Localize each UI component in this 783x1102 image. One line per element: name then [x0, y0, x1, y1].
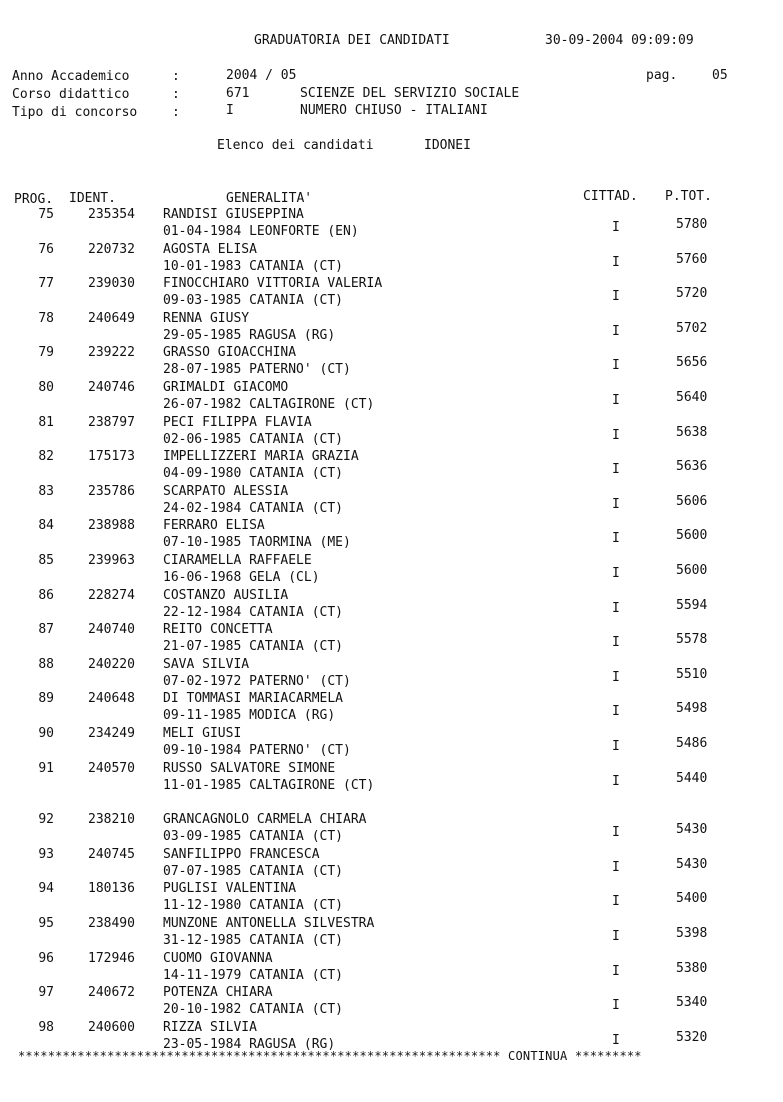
row-prog: 88	[38, 656, 54, 672]
row-ptot: 5600	[676, 563, 708, 578]
row-ptot: 5430	[676, 856, 708, 872]
row-ident: 235786	[88, 483, 135, 499]
column-header-cittad: CITTAD.	[583, 189, 638, 204]
row-cittad: I	[612, 220, 620, 235]
row-ptot: 5720	[676, 286, 708, 302]
row-ident: 220732	[88, 241, 135, 257]
row-ptot: 5656	[676, 355, 708, 371]
table-row	[0, 449, 783, 483]
row-cittad: I	[612, 600, 620, 616]
table-row	[0, 553, 783, 587]
row-ident: 239963	[88, 553, 135, 568]
row-prog: 91	[38, 760, 54, 776]
row-birth: 11-01-1985 CALTAGIRONE (CT)	[163, 777, 375, 793]
page-number: 05	[712, 68, 728, 83]
table-row	[0, 518, 783, 552]
table-row	[0, 812, 783, 846]
footer-stars-right: *********	[574, 1049, 642, 1063]
table-row	[0, 345, 783, 379]
row-cittad: I	[612, 531, 620, 547]
row-cittad: I	[612, 929, 620, 944]
row-birth: 20-10-1982 CATANIA (CT)	[163, 1002, 344, 1018]
row-ptot: 5638	[676, 424, 708, 440]
row-prog: 87	[38, 622, 54, 638]
row-birth: 07-10-1985 TAORMINA (ME)	[163, 535, 351, 551]
row-prog: 81	[38, 414, 54, 430]
row-prog: 75	[38, 207, 54, 222]
row-prog: 94	[38, 881, 54, 897]
list-status: IDONEI	[424, 138, 471, 153]
anno-separator: :	[172, 69, 180, 84]
row-prog: 79	[38, 345, 54, 361]
row-ident: 228274	[88, 587, 135, 603]
row-prog: 82	[38, 449, 54, 465]
row-ident: 180136	[88, 881, 135, 897]
row-cittad: I	[612, 825, 620, 841]
table-row	[0, 311, 783, 345]
row-birth: 04-09-1980 CATANIA (CT)	[163, 466, 344, 482]
row-name: FINOCCHIARO VITTORIA VALERIA	[163, 276, 383, 292]
row-ident: 238988	[88, 518, 135, 534]
row-ident: 240740	[88, 622, 135, 638]
row-name: PECI FILIPPA FLAVIA	[163, 414, 312, 430]
row-cittad: I	[612, 323, 620, 339]
row-prog: 92	[38, 812, 54, 828]
row-name: RANDISI GIUSEPPINA	[163, 207, 304, 222]
row-ident: 238797	[88, 414, 135, 430]
table-row	[0, 985, 783, 1019]
row-prog: 96	[38, 950, 54, 966]
row-name: MUNZONE ANTONELLA SILVESTRA	[163, 916, 375, 931]
row-ptot: 5340	[676, 995, 708, 1011]
row-cittad: I	[612, 358, 620, 374]
row-ident: 240600	[88, 1019, 135, 1035]
row-cittad: I	[612, 427, 620, 443]
row-prog: 80	[38, 380, 54, 395]
row-birth: 02-06-1985 CATANIA (CT)	[163, 431, 344, 447]
row-cittad: I	[612, 254, 620, 270]
row-name: RUSSO SALVATORE SIMONE	[163, 760, 336, 776]
row-prog: 95	[38, 916, 54, 931]
column-header-ident: IDENT.	[69, 191, 116, 206]
column-header-ptot: P.TOT.	[665, 189, 712, 204]
table-row	[0, 726, 783, 760]
row-ident: 234249	[88, 726, 135, 741]
row-name: SANFILIPPO FRANCESCA	[163, 846, 320, 862]
corso-label: Corso didattico	[12, 87, 130, 102]
row-birth: 09-10-1984 PATERNO' (CT)	[163, 743, 351, 758]
row-birth: 16-06-1968 GELA (CL)	[163, 570, 320, 585]
table-row	[0, 847, 783, 881]
row-birth: 07-02-1972 PATERNO' (CT)	[163, 673, 351, 689]
row-birth: 11-12-1980 CATANIA (CT)	[163, 898, 344, 914]
row-name: SAVA SILVIA	[163, 656, 250, 672]
row-name: SCARPATO ALESSIA	[163, 483, 289, 499]
corso-name: SCIENZE DEL SERVIZIO SOCIALE	[300, 86, 520, 101]
tipo-name: NUMERO CHIUSO - ITALIANI	[300, 103, 488, 118]
row-name: REITO CONCETTA	[163, 622, 273, 638]
row-ident: 172946	[88, 950, 135, 966]
row-birth: 14-11-1979 CATANIA (CT)	[163, 967, 344, 983]
row-ptot: 5636	[676, 459, 708, 475]
row-cittad: I	[612, 739, 620, 754]
tipo-label: Tipo di concorso	[12, 105, 138, 120]
row-prog: 78	[38, 310, 54, 326]
row-name: DI TOMMASI MARIACARMELA	[163, 691, 344, 707]
row-ident: 238490	[88, 916, 135, 931]
row-ptot: 5486	[676, 736, 708, 751]
row-birth: 28-07-1985 PATERNO' (CT)	[163, 362, 351, 378]
row-prog: 93	[38, 846, 54, 862]
row-name: MELI GIUSI	[163, 726, 242, 741]
row-cittad: I	[612, 704, 620, 720]
row-ident: 240746	[88, 380, 135, 395]
table-row	[0, 415, 783, 449]
row-birth: 24-02-1984 CATANIA (CT)	[163, 500, 344, 516]
row-prog: 84	[38, 518, 54, 534]
row-name: POTENZA CHIARA	[163, 985, 273, 1001]
row-name: PUGLISI VALENTINA	[163, 881, 297, 897]
row-ident: 240649	[88, 310, 135, 326]
row-name: GRASSO GIOACCHINA	[163, 345, 297, 361]
row-prog: 83	[38, 483, 54, 499]
row-ptot: 5780	[676, 217, 708, 232]
candidate-list	[0, 207, 783, 1052]
table-row	[0, 588, 783, 622]
table-row	[0, 242, 783, 276]
row-ptot: 5594	[676, 597, 708, 613]
row-birth: 09-11-1985 MODICA (RG)	[163, 708, 336, 724]
row-birth: 09-03-1985 CATANIA (CT)	[163, 293, 344, 309]
row-ident: 240570	[88, 760, 135, 776]
row-ptot: 5702	[676, 320, 708, 336]
row-cittad: I	[612, 289, 620, 305]
anno-value: 2004 / 05	[226, 68, 297, 83]
table-row	[0, 484, 783, 518]
tipo-code: I	[226, 103, 234, 118]
row-cittad: I	[612, 635, 620, 651]
row-ptot: 5380	[676, 960, 708, 976]
row-ptot: 5510	[676, 666, 708, 682]
table-row	[0, 380, 783, 414]
row-ptot: 5440	[676, 770, 708, 786]
row-cittad: I	[612, 496, 620, 512]
row-name: GRANCAGNOLO CARMELA CHIARA	[163, 812, 367, 828]
footer-stars-left: *****************************************************************	[18, 1049, 501, 1063]
row-birth: 31-12-1985 CATANIA (CT)	[163, 933, 344, 948]
row-cittad: I	[612, 1032, 620, 1048]
row-name: CIARAMELLA RAFFAELE	[163, 553, 312, 568]
row-ptot: 5320	[676, 1029, 708, 1045]
row-ptot: 5640	[676, 390, 708, 405]
table-row	[0, 207, 783, 241]
row-cittad: I	[612, 566, 620, 581]
table-row	[0, 916, 783, 950]
row-name: COSTANZO AUSILIA	[163, 587, 289, 603]
table-row	[0, 276, 783, 310]
row-ident: 240672	[88, 985, 135, 1001]
table-row	[0, 761, 783, 795]
table-row	[0, 951, 783, 985]
row-birth: 26-07-1982 CALTAGIRONE (CT)	[163, 397, 375, 412]
row-ptot: 5398	[676, 926, 708, 941]
row-cittad: I	[612, 894, 620, 910]
row-birth: 22-12-1984 CATANIA (CT)	[163, 604, 344, 620]
row-prog: 98	[38, 1019, 54, 1035]
table-row	[0, 657, 783, 691]
row-cittad: I	[612, 859, 620, 875]
row-ident: 240648	[88, 691, 135, 707]
row-cittad: I	[612, 963, 620, 979]
row-prog: 85	[38, 553, 54, 568]
tipo-separator: :	[172, 105, 180, 120]
row-ptot: 5498	[676, 701, 708, 717]
row-birth: 10-01-1983 CATANIA (CT)	[163, 258, 344, 274]
column-header-generalita: GENERALITA'	[226, 191, 313, 206]
row-cittad: I	[612, 998, 620, 1014]
print-datetime: 30-09-2004 09:09:09	[545, 33, 694, 48]
row-birth: 29-05-1985 RAGUSA (RG)	[163, 327, 336, 343]
row-prog: 77	[38, 276, 54, 292]
row-name: AGOSTA ELISA	[163, 241, 257, 257]
page-label: pag.	[646, 68, 678, 83]
row-ptot: 5760	[676, 251, 708, 267]
row-cittad: I	[612, 669, 620, 685]
row-birth: 03-09-1985 CATANIA (CT)	[163, 829, 344, 845]
document-title: GRADUATORIA DEI CANDIDATI	[254, 33, 450, 48]
row-name: FERRARO ELISA	[163, 518, 265, 534]
row-ident: 239030	[88, 276, 135, 292]
row-name: IMPELLIZZERI MARIA GRAZIA	[163, 449, 359, 465]
row-ptot: 5430	[676, 822, 708, 838]
row-birth: 21-07-1985 CATANIA (CT)	[163, 639, 344, 655]
row-ptot: 5400	[676, 891, 708, 907]
table-row	[0, 622, 783, 656]
row-ident: 239222	[88, 345, 135, 361]
footer-continua: CONTINUA	[508, 1049, 568, 1063]
row-birth: 01-04-1984 LEONFORTE (EN)	[163, 224, 359, 239]
row-ident: 235354	[88, 207, 135, 222]
row-ident: 238210	[88, 812, 135, 828]
table-row	[0, 881, 783, 915]
row-name: RIZZA SILVIA	[163, 1019, 257, 1035]
anno-label: Anno Accademico	[12, 69, 130, 84]
row-name: CUOMO GIOVANNA	[163, 950, 273, 966]
corso-code: 671	[226, 86, 250, 101]
row-prog: 89	[38, 691, 54, 707]
row-ident: 240220	[88, 656, 135, 672]
row-cittad: I	[612, 393, 620, 408]
page-footer	[18, 1049, 642, 1063]
row-ptot: 5606	[676, 493, 708, 509]
row-prog: 97	[38, 985, 54, 1001]
row-name: GRIMALDI GIACOMO	[163, 380, 289, 395]
row-birth: 07-07-1985 CATANIA (CT)	[163, 863, 344, 879]
row-ptot: 5600	[676, 528, 708, 544]
row-prog: 86	[38, 587, 54, 603]
column-header-prog: PROG.	[14, 192, 54, 207]
table-row	[0, 691, 783, 725]
corso-separator: :	[172, 87, 180, 102]
row-ident: 175173	[88, 449, 135, 465]
row-birth: 23-05-1984 RAGUSA (RG)	[163, 1036, 336, 1052]
row-ptot: 5578	[676, 632, 708, 648]
row-prog: 90	[38, 726, 54, 741]
row-prog: 76	[38, 241, 54, 257]
row-cittad: I	[612, 773, 620, 789]
row-ident: 240745	[88, 846, 135, 862]
row-name: RENNA GIUSY	[163, 310, 250, 326]
list-title: Elenco dei candidati	[217, 138, 374, 153]
row-cittad: I	[612, 462, 620, 478]
